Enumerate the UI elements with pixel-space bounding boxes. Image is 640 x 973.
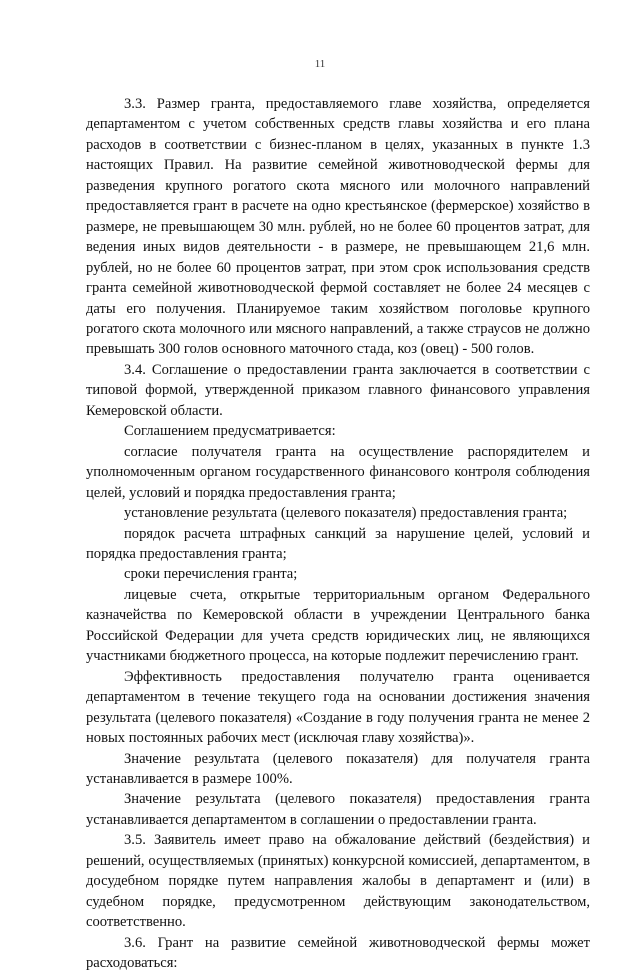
list-item-result-setting: установление результата (целевого показателя) предоставления гранта;	[124, 505, 568, 522]
document-body	[86, 94, 590, 973]
paragraph-3-3-grant-size: 3.3. Размер гранта, предоставляемого главе хозяйства, определяется департаментом с учетом собственных средств главы хозяйства и его плана расходов в соответствии с бизнес-планом в целях, указанных в пункте 1.3 настоящих Правил. На развитие семейной животноводческой фермы для разведения крупного рогатого скота мясного или молочного направлений предоставляется грант в расчете на одно крестьянское (фермерское) хозяйство в размере, не превышающем 30 млн. рублей, но не более 60 процентов затрат, для ведения иных видов деятельности - в размере, не превышающем 21,6 млн. рублей, но не более 60 процентов затрат, при этом срок использования средств гранта семейной животноводческой фермой составляет не более 24 месяцев с даты его получения. Планируемое таким хозяйством поголовье крупного рогатого скота молочного или мясного направлений, а также страусов не должно превышать 300 голов основного маточного стада, коз (овец) - 500 голов.	[86, 96, 590, 358]
page-number: 11	[314, 58, 326, 70]
paragraph-result-value-agreement: Значение результата (целевого показателя) предоставления гранта устанавливается департаментом в соглашении о предоставлении гранта.	[86, 791, 590, 828]
paragraph-result-value-100: Значение результата (целевого показателя) для получателя гранта устанавливается в размере 100%.	[86, 750, 590, 787]
paragraph-efficiency: Эффективность предоставления получателю гранта оценивается департаментом в течение текущего года на основании достижения значения результата (целевого показателя) «Создание в году получения гранта не менее 2 новых постоянных рабочих мест (исключая главу хозяйства)».	[86, 668, 590, 747]
list-item-personal-accounts: лицевые счета, открытые территориальным органом Федерального казначейства по Кемеровской области в учреждении Центрального банка Российской Федерации для учета средств юридических лиц, не являющихся участниками бюджетного процесса, на которые подлежит перечислению грант.	[86, 586, 590, 665]
list-item-consent: согласие получателя гранта на осуществление распорядителем и уполномоченным органом государственного финансового контроля соблюдения целей, условий и порядка предоставления гранта;	[86, 443, 590, 501]
list-item-transfer-terms: сроки перечисления гранта;	[124, 566, 298, 583]
paragraph-3-6-spending: 3.6. Грант на развитие семейной животноводческой фермы может расходоваться:	[86, 934, 590, 972]
list-item-penalty-procedure: порядок расчета штрафных санкций за нарушение целей, условий и порядка предоставления гранта;	[86, 525, 590, 562]
paragraph-3-5-appeal: 3.5. Заявитель имеет право на обжалование действий (бездействия) и решений, осуществляемых (принятых) конкурсной комиссией, департаментом, в досудебном порядке путем направления жалобы в департамент и (или) в судебном порядке, предусмотренном действующим законодательством, соответственно.	[86, 832, 590, 931]
paragraph-3-4-agreement: 3.4. Соглашение о предоставлении гранта заключается в соответствии с типовой формой, утвержденной приказом главного финансового управления Кемеровской области.	[86, 361, 590, 419]
paragraph-agreement-provisions: Соглашением предусматривается:	[124, 423, 336, 440]
